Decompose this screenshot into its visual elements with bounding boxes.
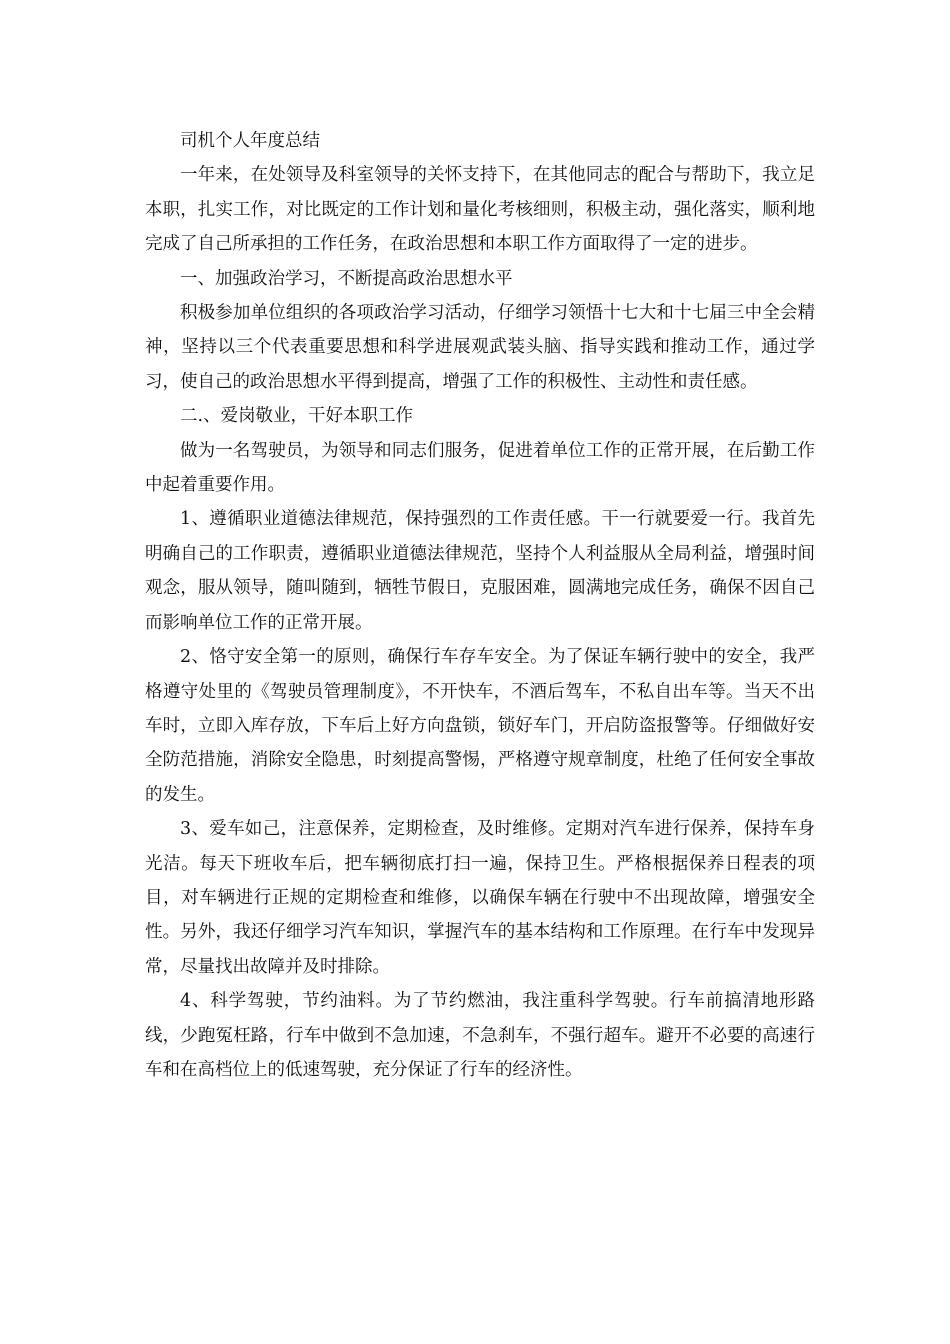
numbered-paragraph-2: 2、恪守安全第一的原则，确保行车存车安全。为了保证车辆行驶中的安全，我严格遵守处里的《驾驶员管理制度》，不开快车，不酒后驾车，不私自出车等。当天不出车时，立即入库存放，下车后上好方向盘锁，锁好车门，开启防盗报警等。仔细做好安全防范措施，消除安全隐患，时刻提高警惕，严格遵守规章制度，杜绝了任何安全事故的发生。 — [145, 647, 815, 805]
numbered-paragraph-3: 3、爱车如己，注意保养，定期检查，及时维修。定期对汽车进行保养，保持车身光洁。每天下班收车后，把车辆彻底打扫一遍，保持卫生。严格根据保养日程表的项目，对车辆进行正规的定期检查和维修，以确保车辆在行驶中不出现故障，增强安全性。另外，我还仔细学习汽车知识，掌握汽车的基本结构和工作原理。在行车中发现异常，尽量找出故障并及时排除。 — [145, 819, 815, 977]
body-paragraph: 积极参加单位组织的各项政治学习活动，仔细学习领悟十七大和十七届三中全会精神，坚持以三个代表重要思想和科学进展观武装头脑、指导实践和推动工作，通过学习，使自己的政治思想水平得到提高，增强了工作的积极性、主动性和责任感。 — [145, 303, 815, 392]
numbered-paragraph-1: 1、遵循职业道德法律规范，保持强烈的工作责任感。干一行就要爱一行。我首先明确自己的工作职责，遵循职业道德法律规范，坚持个人利益服从全局利益，增强时间观念，服从领导，随叫随到，牺牲节假日，克服困难，圆满地完成任务，确保不因自己而影响单位工作的正常开展。 — [145, 509, 815, 633]
section-heading-1: 一、加强政治学习，不断提高政治思想水平 — [180, 268, 513, 289]
document-body — [145, 124, 815, 1087]
numbered-paragraph-4: 4、科学驾驶，节约油料。为了节约燃油，我注重科学驾驶。行车前搞清地形路线，少跑冤枉路，行车中做到不急加速，不急刹车，不强行超车。避开不必要的高速行车和在高档位上的低速驾驶，充分保证了行车的经济性。 — [145, 991, 815, 1080]
document-title: 司机个人年度总结 — [180, 131, 320, 151]
intro-paragraph: 一年来，在处领导及科室领导的关怀支持下，在其他同志的配合与帮助下，我立足本职，扎实工作，对比既定的工作计划和量化考核细则，积极主动，强化落实，顺利地完成了自己所承担的工作任务，在政治思想和本职工作方面取得了一定的进步。 — [145, 165, 815, 255]
section-heading-2: 二.、爱岗敬业，干好本职工作 — [180, 406, 414, 427]
body-paragraph: 做为一名驾驶员，为领导和同志们服务，促进着单位工作的正常开展，在后勤工作中起着重要作用。 — [145, 440, 815, 496]
